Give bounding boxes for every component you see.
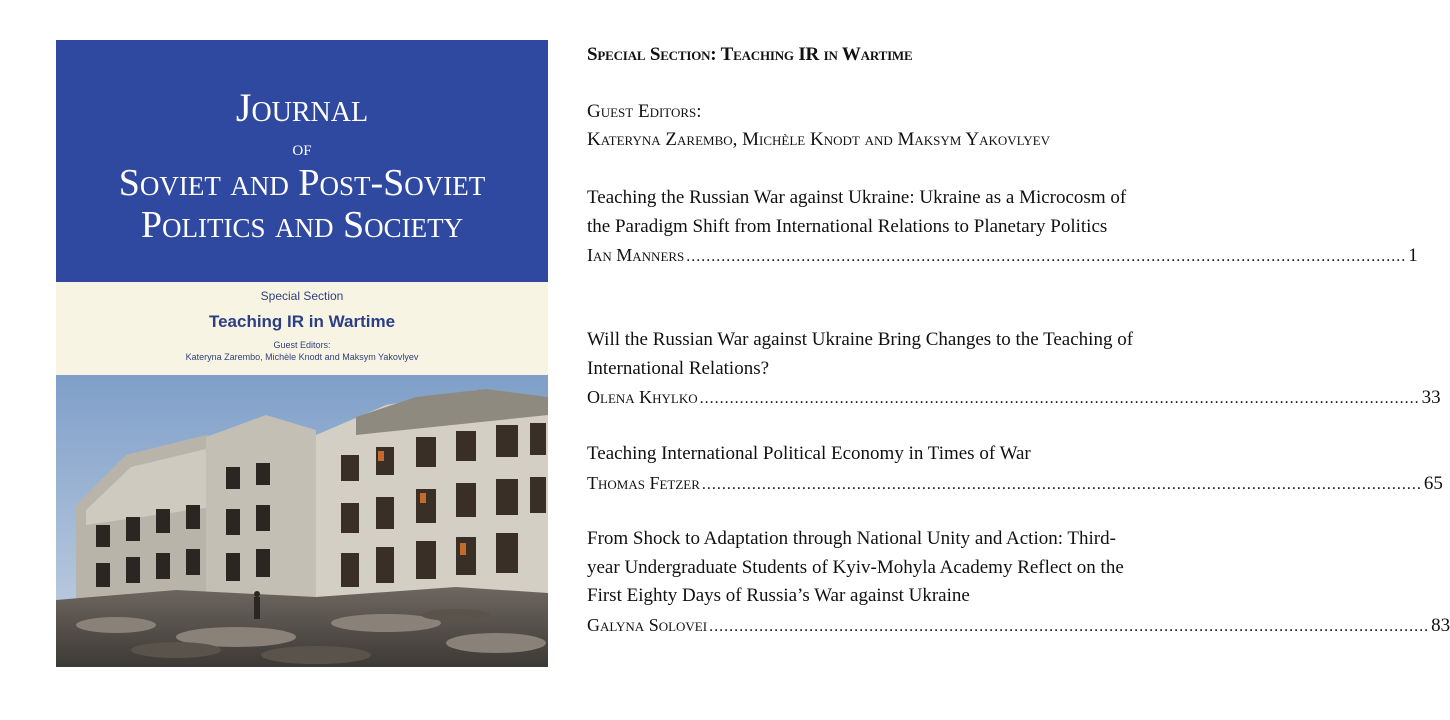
article-title[interactable]: Will the Russian War against Ukraine Bring Changes to the Teaching of International Relations? — [587, 329, 1134, 379]
cover-journal-title-line2: Soviet and Post-Soviet — [118, 162, 486, 204]
article-author: Olena Khylko — [587, 387, 698, 408]
guest-editors-names: Kateryna Zarembo, Michèle Knodt and Maksym Yakovlyev — [587, 129, 1051, 150]
section-heading: Special Section: Teaching IR in Wartime — [587, 44, 913, 65]
toc-entry — [587, 440, 1443, 499]
article-author: Galyna Solovei — [587, 614, 708, 635]
cover-section-band — [56, 282, 548, 375]
author-line — [587, 241, 1418, 271]
toc-entry — [587, 525, 1450, 641]
cover-guest-editors-names: Kateryna Zarembo, Michèle Knodt and Maksym Yakovlyev — [185, 352, 419, 362]
cover-journal-title: Journal — [235, 85, 369, 130]
cover-journal-title-line3: Politics and Society — [140, 204, 464, 246]
cover-title-banner — [56, 40, 548, 282]
author-line — [587, 383, 1441, 413]
page-number: 1 — [1408, 245, 1418, 267]
page-number: 83 — [1431, 614, 1450, 636]
journal-cover — [56, 40, 548, 667]
leader-dots: ................................................................................................................................................ — [686, 248, 1407, 266]
toc-entry — [587, 326, 1441, 413]
cover-guest-editors-label: Guest Editors: — [273, 340, 331, 350]
article-title[interactable]: From Shock to Adaptation through National Unity and Action: Third-year Undergraduate Students of Kyiv-Mohyla Academy Reflect on the First Eighty Days of Russia’s War against Ukraine — [587, 528, 1124, 607]
author-line — [587, 611, 1450, 641]
article-title[interactable]: Teaching the Russian War against Ukraine: Ukraine as a Microcosm of the Paradigm Shift from International Relations to Planetary Politics — [587, 187, 1127, 237]
page-number: 65 — [1423, 472, 1443, 494]
cover-section-title: Teaching IR in Wartime — [208, 312, 396, 331]
article-author: Thomas Fetzer — [587, 472, 700, 493]
leader-dots: ................................................................................................................................................ — [701, 475, 1422, 493]
page-number: 33 — [1421, 387, 1441, 409]
article-title[interactable]: Teaching International Political Economy in Times of War — [587, 443, 1031, 464]
leader-dots: ................................................................................................................................................ — [709, 617, 1430, 635]
article-author: Ian Manners — [587, 245, 685, 266]
guest-editors-label: Guest Editors: — [587, 101, 702, 122]
toc-entry — [587, 184, 1418, 271]
cover-journal-title-of: of — [292, 135, 312, 160]
leader-dots: ................................................................................................................................................ — [699, 390, 1420, 408]
cover-special-section-label: Special Section — [260, 289, 344, 303]
destroyed-building-photo — [56, 375, 548, 667]
author-line — [587, 469, 1443, 499]
